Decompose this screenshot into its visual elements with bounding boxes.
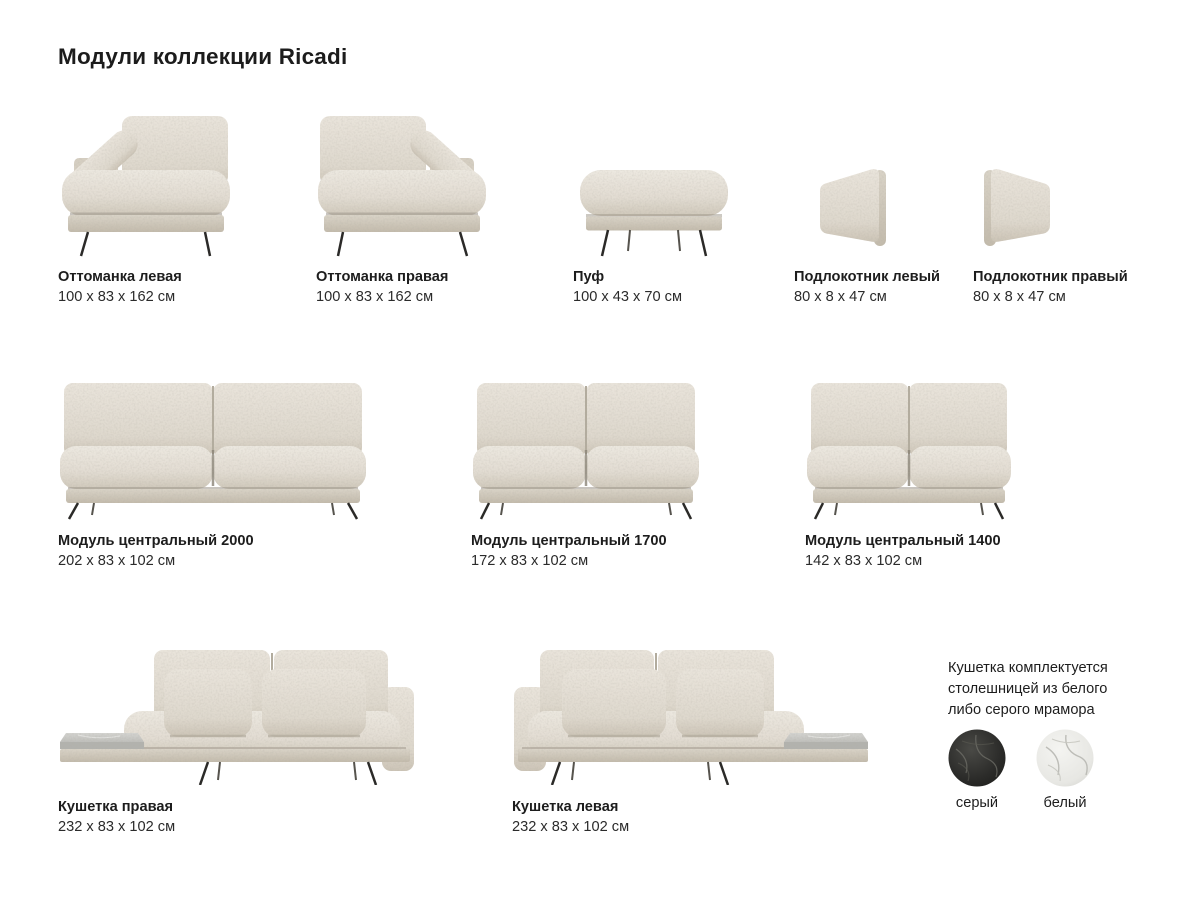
product-name: Кушетка правая [58,799,173,815]
product-name: Модуль центральный 1700 [471,533,667,549]
product-name: Кушетка левая [512,799,619,815]
product-name: Подлокотник левый [794,269,941,285]
product-name: Модуль центральный 1400 [805,533,1001,549]
armrest-left-illustration [794,108,940,258]
ottoman-right-illustration [316,108,488,258]
marble-swatches [948,729,1134,811]
module-1400-illustration [805,378,1013,520]
product-name: Пуф [573,269,605,285]
armrest-right-illustration [973,108,1128,258]
module-1700-illustration [471,378,701,520]
product-dimensions: 142 x 83 x 102 см [805,552,923,569]
product-dimensions: 232 x 83 x 102 см [58,818,176,835]
product-card-pouf [573,108,730,307]
product-name: Оттоманка левая [58,269,182,285]
product-card-module-1400 [805,378,1013,571]
note-text: Кушетка комплектуется столешницей из белого либо серого мрамора [948,660,1108,718]
daybed-tabletop-note [948,658,1134,811]
product-dimensions: 100 x 83 x 162 см [316,288,434,305]
product-card-armrest-left [794,108,940,307]
white-marble-icon [1036,729,1094,787]
white-marble-swatch [1036,729,1094,811]
swatch-label: серый [955,795,999,811]
module-2000-illustration [58,378,368,520]
daybed-left-illustration [512,645,870,785]
product-card-ottoman-left [58,108,232,307]
gray-marble-swatch [948,729,1006,811]
product-dimensions: 80 x 8 x 47 см [794,288,887,305]
product-dimensions: 232 x 83 x 102 см [512,818,630,835]
product-dimensions: 100 x 83 x 162 см [58,288,176,305]
swatch-label: белый [1043,795,1087,811]
product-card-module-2000 [58,378,368,571]
product-card-ottoman-right [316,108,488,307]
product-name: Оттоманка правая [316,269,449,285]
product-name: Модуль центральный 2000 [58,533,254,549]
page-title: Модули коллекции Ricadi [58,44,348,69]
product-name: Подлокотник правый [973,269,1128,285]
product-card-daybed-right [58,645,416,837]
product-card-module-1700 [471,378,701,571]
ottoman-left-illustration [58,108,232,258]
product-dimensions: 80 x 8 x 47 см [973,288,1066,305]
product-card-armrest-right [973,108,1128,307]
gray-marble-icon [948,729,1006,787]
product-dimensions: 202 x 83 x 102 см [58,552,176,569]
product-dimensions: 172 x 83 x 102 см [471,552,589,569]
product-dimensions: 100 x 43 x 70 см [573,288,683,305]
pouf-illustration [573,108,730,258]
daybed-right-illustration [58,645,416,785]
product-card-daybed-left [512,645,870,837]
